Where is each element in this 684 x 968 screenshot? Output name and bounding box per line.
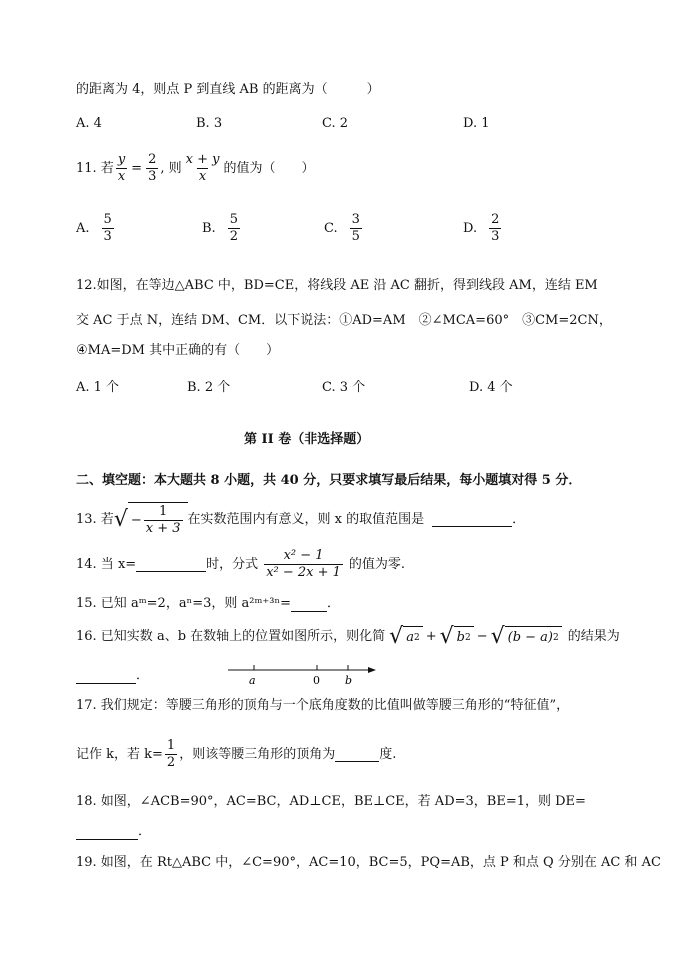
q16-answer-blank[interactable]	[76, 669, 136, 684]
label-0: 0	[313, 674, 320, 687]
q14-prefix: 14. 当 x=	[76, 556, 137, 572]
q11-fraction-y-over-x: $\frac{y}{x}$	[117, 152, 126, 184]
number-line-arrow	[368, 667, 376, 673]
q14-fraction: $\frac{\text{x² − 1}}{\text{x² − 2x + 1}}$	[266, 548, 341, 580]
q13-suffix: 在实数范围内有意义，则 x 的取值范围是	[187, 511, 425, 527]
label-b: b	[345, 674, 353, 687]
q13-sqrt	[114, 502, 188, 537]
q11-suffix: 的值为（ ）	[223, 160, 315, 176]
q10-tail: 的距离为 4，则点 P 到直线 AB 的距离为（ ）	[76, 82, 380, 97]
q17-fraction: $\frac{1}{2}$	[166, 738, 176, 770]
q18-answer-blank[interactable]	[76, 825, 138, 840]
radical-sign: √	[490, 624, 505, 649]
option-fraction: $\frac{5}{3}$	[103, 212, 112, 244]
q14-mid: 时，分式	[206, 556, 259, 572]
q10-option-a: A. 4	[76, 116, 102, 131]
q13-stem	[76, 502, 525, 537]
q18-end: ．	[138, 824, 152, 839]
q11-option-b	[202, 212, 242, 245]
radical-sign: √	[439, 624, 454, 649]
q11-prefix: 11. 若	[76, 160, 114, 176]
q11-mid: , 则	[160, 160, 182, 176]
q14-stem	[76, 548, 405, 581]
q11-stem	[76, 152, 314, 185]
q15-answer-blank[interactable]	[291, 597, 327, 612]
q13-prefix: 13. 若	[76, 511, 114, 527]
q17-line-2	[76, 738, 396, 771]
q16-stem	[76, 626, 620, 648]
q14-answer-blank[interactable]	[136, 557, 206, 572]
q11-option-c	[324, 212, 364, 245]
radicand: b 2	[454, 626, 474, 648]
q15-text: 15. 已知 aᵐ=2，aⁿ=3，则 a²ᵐ⁺³ⁿ=	[76, 596, 292, 611]
option-fraction: $\frac{5}{2}$	[229, 212, 238, 244]
q17-end: 度.	[379, 746, 397, 762]
q12-option-a: A. 1 个	[76, 380, 120, 395]
radicand	[128, 502, 188, 537]
q12-option-d: D. 4 个	[469, 380, 513, 395]
q13-fraction: $\frac{1}{x + 3}$	[145, 504, 181, 536]
q16-sqrt-diff	[491, 626, 562, 648]
q15-end: ．	[327, 596, 341, 611]
q17-prefix: 记作 k，若 k=	[76, 746, 163, 762]
option-fraction: $\frac{3}{5}$	[351, 212, 360, 244]
label-a: a	[249, 674, 256, 687]
option-letter: C.	[324, 220, 338, 236]
q17-line-1: 17. 我们规定：等腰三角形的顶角与一个底角度数的比值叫做等腰三角形的“特征值”，	[76, 698, 570, 713]
q11-option-d	[463, 212, 503, 245]
q16-sqrt-a	[389, 626, 423, 648]
option-fraction: $\frac{2}{3}$	[491, 212, 500, 244]
q10-option-c: C. 2	[322, 116, 349, 131]
section-heading: 二、填空题：本大题共 8 小题，共 40 分，只要求填写最后结果，每小题填对得 5 分．	[76, 473, 582, 488]
q10-option-d: D. 1	[463, 116, 490, 131]
q12-option-b: B. 2 个	[187, 380, 231, 395]
q11-equals: =	[131, 160, 143, 176]
option-letter: D.	[463, 220, 478, 236]
q16-sqrt-b	[440, 626, 474, 648]
q11-option-a	[76, 212, 116, 245]
option-letter: A.	[76, 220, 90, 236]
radicand: (b − a) 2	[505, 626, 562, 648]
q17-suffix: ，则该等腰三角形的顶角为	[179, 746, 336, 762]
q12-option-c: C. 3 个	[322, 380, 366, 395]
q18-answer-line	[76, 822, 151, 842]
q17-answer-blank[interactable]	[335, 747, 379, 762]
q14-suffix: 的值为零.	[348, 556, 406, 572]
q16-prefix: 16. 已知实数 a、b 在数轴上的位置如图所示，则化简	[76, 629, 386, 644]
q12-line-1: 12.如图，在等边△ABC 中，BD=CE，将线段 AE 沿 AC 翻折，得到线段 AM，连结 EM	[76, 278, 598, 293]
q19-line-1: 19. 如图，在 Rt△ABC 中，∠C=90°，AC=10，BC=5，PQ=AB，点 P 和点 Q 分别在 AC 和 AC	[76, 855, 661, 870]
q12-line-2: 交 AC 于点 N，连结 DM、CM．以下说法：①AD=AM ②∠MCA=60° ③CM=2CN，	[76, 313, 612, 328]
q16-suffix: 的结果为	[567, 629, 620, 644]
q18-line-1: 18. 如图，∠ACB=90°，AC=BC，AD⊥CE，BE⊥CE，若 AD=3，BE=1，则 DE=	[76, 794, 586, 809]
section-title: 第 II 卷（非选择题）	[244, 432, 370, 447]
q11-fraction-sum-over-x: $\frac{x + y}{x}$	[185, 152, 220, 184]
plus-sign: +	[425, 629, 437, 644]
q13-end: ．	[512, 511, 526, 527]
q10-option-b: B. 3	[196, 116, 223, 131]
q13-answer-blank[interactable]	[432, 512, 512, 527]
option-letter: B.	[202, 220, 216, 236]
minus-sign: −	[476, 629, 488, 644]
q16-answer-line	[76, 666, 149, 686]
q15-stem	[76, 594, 340, 614]
number-line-figure	[228, 662, 378, 690]
q11-fraction-two-thirds: $\frac{2}{3}$	[148, 152, 157, 184]
radicand: a 2	[403, 626, 423, 648]
radical-sign: √	[113, 506, 128, 532]
radical-sign: √	[389, 624, 404, 649]
q12-line-3: ④MA=DM 其中正确的有（ ）	[76, 343, 280, 358]
minus-sign: −	[130, 512, 142, 528]
q16-end: ．	[136, 668, 150, 683]
